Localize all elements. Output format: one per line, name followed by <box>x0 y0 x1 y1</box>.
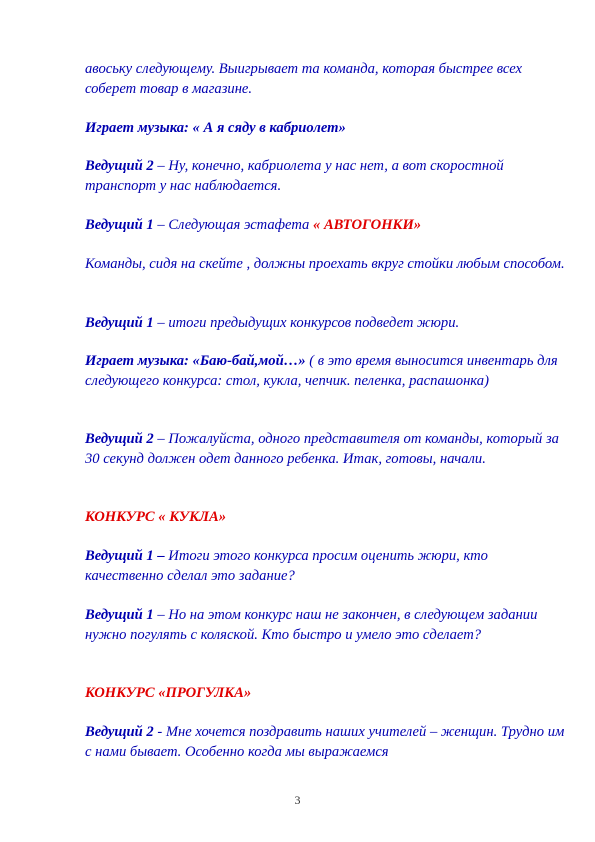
paragraph-host1-jury <box>85 314 565 334</box>
paragraph-host2-doll <box>85 430 565 469</box>
page-number: 3 <box>294 793 301 807</box>
paragraph-music-lullaby <box>85 352 565 391</box>
speaker-label: Ведущий 2 <box>85 724 154 740</box>
speaker-label: Ведущий 1 <box>85 217 154 233</box>
music-cue: Играет музыка: « А я сяду в кабриолет» <box>85 120 346 136</box>
relay-title: « АВТОГОНКИ» <box>313 217 422 233</box>
contest-title: КОНКУРС «ПРОГУЛКА» <box>85 685 252 701</box>
contest-title: КОНКУРС « КУКЛА» <box>85 509 227 525</box>
text-run: ( в это время выносится инвентарь для следующего конкурса: стол, кукла, чепчик. пеленка, распашонка) <box>85 353 558 389</box>
contest-heading-doll <box>85 508 565 528</box>
speaker-label: Ведущий 2 <box>85 431 154 447</box>
contest-heading-walk <box>85 684 565 704</box>
text-run: – Ну, конечно, кабриолета у нас нет, а вот скоростной транспорт у нас наблюдается. <box>85 158 504 194</box>
speaker-label: Ведущий 2 <box>85 158 154 174</box>
text-run: - Мне хочется поздравить наших учителей – женщин. Трудно им с нами бывает. Особенно когда мы выражаемся <box>85 724 565 760</box>
text-run: – Пожалуйста, одного представителя от команды, который за 30 секунд должен одет данного ребенка. Итак, готовы, начали. <box>85 431 559 467</box>
text-run: Команды, сидя на скейте , должны проехать вкруг стойки любым способом. <box>85 256 565 272</box>
text-run: – итоги предыдущих конкурсов подведет жюри. <box>153 315 460 331</box>
music-cue: Играет музыка: «Баю-бай,мой…» <box>85 353 306 369</box>
paragraph-1 <box>85 60 565 99</box>
speaker-label: Ведущий 1 <box>85 607 154 623</box>
paragraph-music-cabriolet <box>85 119 565 139</box>
text-run: – Но на этом конкурс наш не закончен, в следующем задании нужно погулять с коляской. Кто быстро и умело это сделает? <box>85 607 538 643</box>
paragraph-relay-autoracing <box>85 216 565 236</box>
text-run: Итоги этого конкурса просим оценить жюри, кто качественно сделал это задание? <box>85 548 488 584</box>
paragraph-teams-skate <box>85 255 565 275</box>
text-run: авоську следующему. Выигрывает та команда, которая быстрее всех соберет товар в магазине. <box>85 61 522 97</box>
paragraph-host2-cabriolet <box>85 157 565 196</box>
paragraph-host1-stroller <box>85 606 565 645</box>
speaker-label: Ведущий 1 – <box>85 548 165 564</box>
paragraph-host2-teachers <box>85 723 565 762</box>
text-run: – Следующая эстафета <box>153 217 313 233</box>
paragraph-host1-results <box>85 547 565 586</box>
speaker-label: Ведущий 1 <box>85 315 154 331</box>
